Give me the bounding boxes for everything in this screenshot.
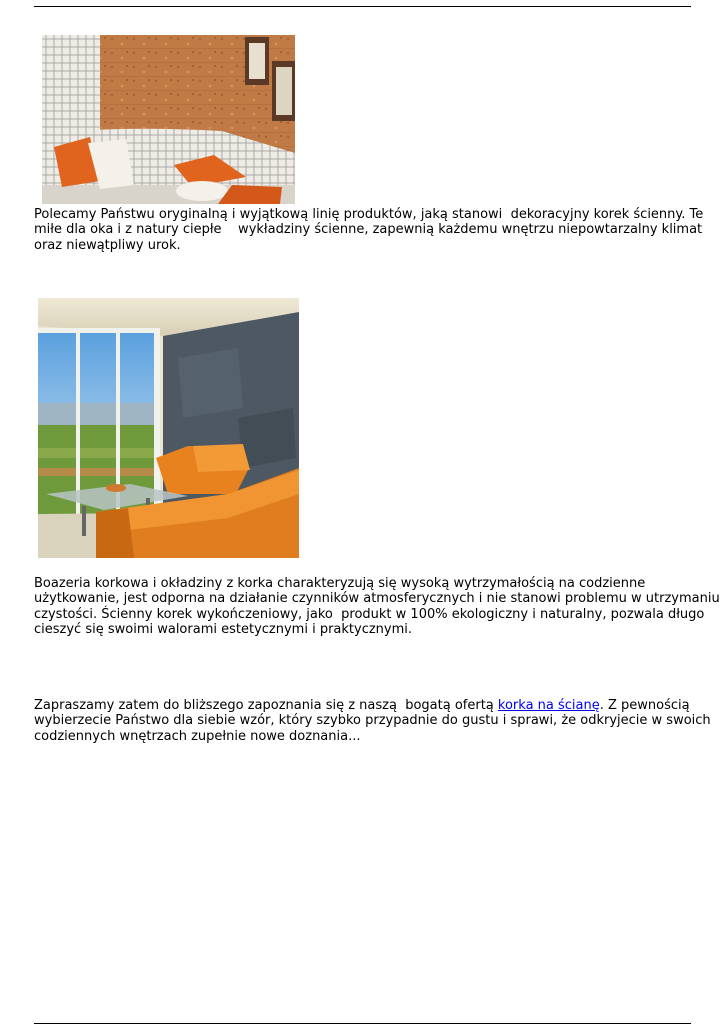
- top-rule: [34, 6, 691, 7]
- sofa-with-cork-wall-icon: [42, 35, 295, 204]
- paragraph-1: [34, 207, 704, 253]
- living-room-with-orange-sofa-icon: [38, 298, 299, 558]
- paragraph-1-line-3: oraz niewątpliwy urok.: [34, 237, 181, 253]
- paragraph-3-line-3: codziennych wnętrzach zupełnie nowe doznania...: [34, 728, 361, 744]
- paragraph-2-line-4: cieszyć się swoimi walorami estetycznymi i praktycznymi.: [34, 621, 413, 637]
- paragraph-3-line-1: [34, 698, 690, 713]
- paragraph-1-line-2: miłe dla oka i z natury ciepłe wykładziny ścienne, zapewnią każdemu wnętrzu niepowtarzalny klimat: [34, 222, 703, 238]
- paragraph-3-line-2: wybierzecie Państwo dla siebie wzór, który szybko przypadnie do gustu i sprawi, że odkryjecie w swoich: [34, 713, 711, 729]
- cork-offer-link[interactable]: korka na ścianę: [497, 698, 600, 713]
- paragraph-3: [34, 698, 711, 744]
- paragraph-2-line-2: użytkowanie, jest odporna na działanie czynników atmosferycznych i nie stanowi problemu w utrzymaniu: [34, 591, 720, 607]
- paragraph-2-line-1: Boazeria korkowa i okładziny z korka charakteryzują się wysoką wytrzymałością na codzienne: [34, 576, 646, 591]
- living-room-image: [38, 298, 299, 558]
- paragraph-3-line-1-start: Zapraszamy zatem do bliższego zapoznania się z naszą bogatą ofertą: [34, 698, 498, 713]
- paragraph-1-line-1: Polecamy Państwu oryginalną i wyjątkową linię produktów, jaką stanowi dekoracyjny korek ścienny. Te: [34, 207, 704, 222]
- sofa-cork-wall-image: [42, 35, 295, 204]
- paragraph-2-line-3: czystości. Ścienny korek wykończeniowy, jako produkt w 100% ekologiczny i naturalny, pozwala długo: [34, 606, 705, 622]
- paragraph-2: [34, 576, 720, 637]
- paragraph-3-line-1-end: . Z pewnością: [599, 698, 690, 713]
